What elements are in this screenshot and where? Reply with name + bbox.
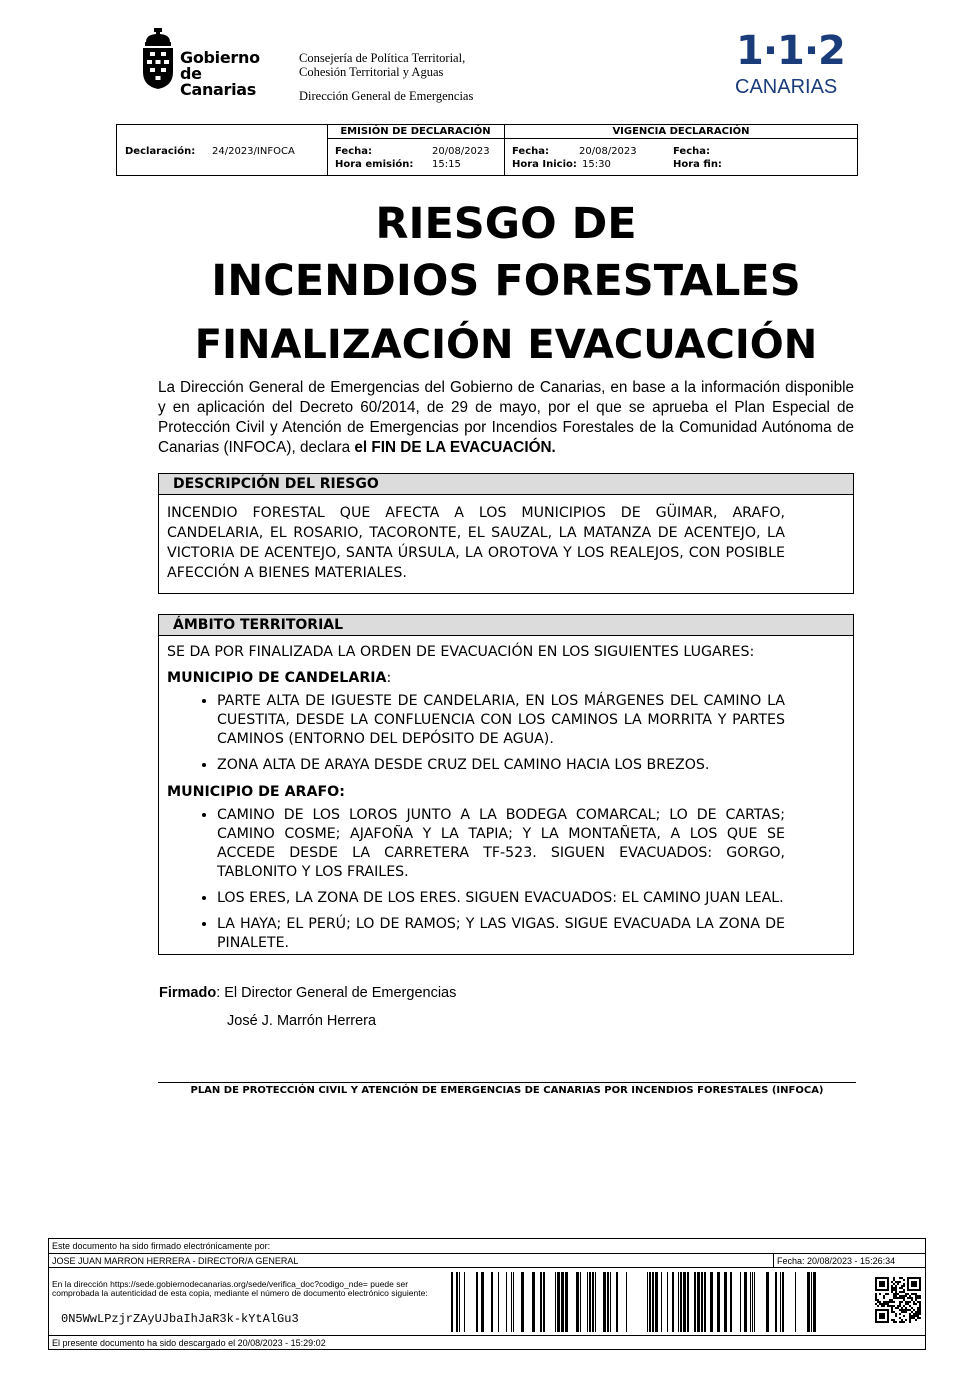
csv-code: 0N5WwLPzjrZAyUJbaIhJaR3k-kYtAlGu3 — [61, 1312, 299, 1326]
list-item: • CAMINO DE LOS LOROS JUNTO A LA BODEGA COMARCAL; LO DE CARTAS; CAMINO COSME; AJAFOÑA Y LA TAPIA; Y LA MONTAÑETA, A LOS QUE SE ACCEDE DESDE LA CARRETERA TF-523. SIGUEN EVACUADOS: GORGO, TABLONITO Y LOS FRAILES. — [217, 806, 785, 882]
firmado-text: : El Director General de Emergencias — [216, 985, 457, 1001]
arafo-list — [167, 806, 785, 953]
gobierno-logo-text — [180, 50, 275, 98]
signed-notice: Este documento ha sido firmado electrónicamente por: — [52, 1241, 271, 1251]
descripcion-text: INCENDIO FORESTAL QUE AFECTA A LOS MUNICIPIOS DE GÜIMAR, ARAFO, CANDELARIA, EL ROSARIO, TACORONTE, EL SAUZAL, LA MATANZA DE ACENTEJO, LA VICTORIA DE ACENTEJO, SANTA ÚRSULA, LA OROTOVA Y LOS REALEJOS, CON POSIBLE AFECCIÓN A BIENES MATERIALES. — [167, 505, 785, 581]
list-item: • LA HAYA; EL PERÚ; LO DE RAMOS; Y LAS VIGAS. SIGUE EVACUADA LA ZONA DE PINALETE. — [217, 915, 785, 953]
electronic-signature-box — [48, 1238, 926, 1350]
title-line2: INCENDIOS FORESTALES — [211, 256, 801, 306]
hora-emision-value: 15:15 — [432, 159, 461, 170]
declaration-label: Declaración: — [125, 146, 196, 157]
hora-inicio-label: Hora Inicio: — [512, 159, 577, 170]
list-item: • LOS ERES, LA ZONA DE LOS ERES. SIGUEN EVACUADOS: EL CAMINO JUAN LEAL. — [217, 889, 785, 908]
consejeria-name — [299, 51, 465, 79]
logo-112-number: 1·1·2 — [736, 28, 845, 74]
consejeria-line1: Consejería de Política Territorial, — [299, 51, 466, 65]
logo-112-canarias — [730, 28, 845, 100]
intro-bold: el FIN DE LA EVACUACIÓN. — [354, 439, 556, 456]
list-item: • ZONA ALTA DE ARAYA DESDE CRUZ DEL CAMINO HACIA LOS BREZOS. — [217, 756, 785, 775]
emision-fecha-value: 20/08/2023 — [432, 146, 490, 157]
barcode-icon — [451, 1272, 817, 1332]
emision-fecha-label: Fecha: — [335, 146, 373, 157]
municipio-candelaria-colon: : — [386, 670, 392, 686]
direccion-general: Dirección General de Emergencias — [299, 89, 474, 103]
firmante-name: José J. Marrón Herrera — [227, 1013, 377, 1029]
municipio-arafo: MUNICIPIO DE ARAFO: — [167, 784, 345, 800]
fecha-fin-label: Fecha: — [673, 146, 711, 157]
emision-title: EMISIÓN DE DECLARACIÓN — [340, 126, 491, 137]
intro-text: La Dirección General de Emergencias del Gobierno de Canarias, en base a la información disponible y en aplicación del Decreto 60/2014, de 29 de mayo, por el que se aprueba el Plan Especial de Protección Civil y Atención de Emergencias por Incendios Forestales de la Comunidad Autónoma de Canarias (INFOCA), declara — [158, 379, 854, 456]
crest-icon — [140, 28, 176, 90]
intro-paragraph — [158, 378, 854, 458]
descripcion-heading: DESCRIPCIÓN DEL RIESGO — [159, 474, 853, 495]
gobierno-canarias-logo — [140, 28, 275, 99]
verify-text: En la dirección https://sede.gobiernodecanarias.org/sede/verifica_doc?codigo_nde= puede ser comprobada la autenticidad de esta copia, mediante el número de documento electrónico siguiente: — [52, 1279, 428, 1298]
consejeria-line2: Cohesión Territorial y Aguas — [299, 65, 444, 79]
qr-code-icon — [875, 1277, 921, 1323]
footer-plan: PLAN DE PROTECCIÓN CIVIL Y ATENCIÓN DE EMERGENCIAS DE CANARIAS POR INCENDIOS FORESTALES (INFOCA) — [190, 1085, 824, 1096]
download-notice: El presente documento ha sido descargado el 20/08/2023 - 15:29:02 — [52, 1338, 326, 1348]
municipio-candelaria — [167, 668, 845, 688]
firmado-label: Firmado — [159, 985, 217, 1001]
gobierno-line2: de Canarias — [180, 64, 257, 99]
list-item: • PARTE ALTA DE IGUESTE DE CANDELARIA, EN LOS MÁRGENES DEL CAMINO LA CUESTITA, DESDE LA CONFLUENCIA CON LOS CAMINOS LA MORRITA Y PARTES CAMINOS (ENTORNO DEL DEPÓSITO DE AGUA). — [217, 692, 785, 749]
vigencia-title: VIGENCIA DECLARACIÓN — [612, 126, 750, 137]
ambito-section — [158, 614, 854, 955]
vigencia-fecha-label: Fecha: — [512, 146, 550, 157]
ambito-heading: ÁMBITO TERRITORIAL — [159, 615, 853, 636]
declaration-box — [116, 124, 858, 176]
title-line3: FINALIZACIÓN EVACUACIÓN — [194, 322, 818, 368]
logo-112-sub: CANARIAS — [735, 76, 838, 98]
gobierno-line1: Gobierno — [180, 48, 260, 67]
hora-fin-label: Hora fin: — [673, 159, 722, 170]
municipio-candelaria-label: MUNICIPIO DE CANDELARIA — [167, 670, 387, 686]
title-line1: RIESGO DE — [375, 199, 637, 249]
declaration-value: 24/2023/INFOCA — [212, 146, 295, 157]
signer: JOSE JUAN MARRON HERRERA - DIRECTOR/A GENERAL — [52, 1256, 299, 1266]
ambito-intro: SE DA POR FINALIZADA LA ORDEN DE EVACUACIÓN EN LOS SIGUIENTES LUGARES: — [167, 644, 755, 660]
candelaria-list — [167, 692, 785, 775]
signature-date: Fecha: 20/08/2023 - 15:26:34 — [777, 1256, 896, 1266]
hora-emision-label: Hora emisión: — [335, 159, 414, 170]
descripcion-section — [158, 473, 854, 594]
vigencia-fecha-value: 20/08/2023 — [579, 146, 637, 157]
firmado-line — [159, 985, 456, 1001]
hora-inicio-value: 15:30 — [582, 159, 611, 170]
footer-divider — [158, 1082, 856, 1083]
